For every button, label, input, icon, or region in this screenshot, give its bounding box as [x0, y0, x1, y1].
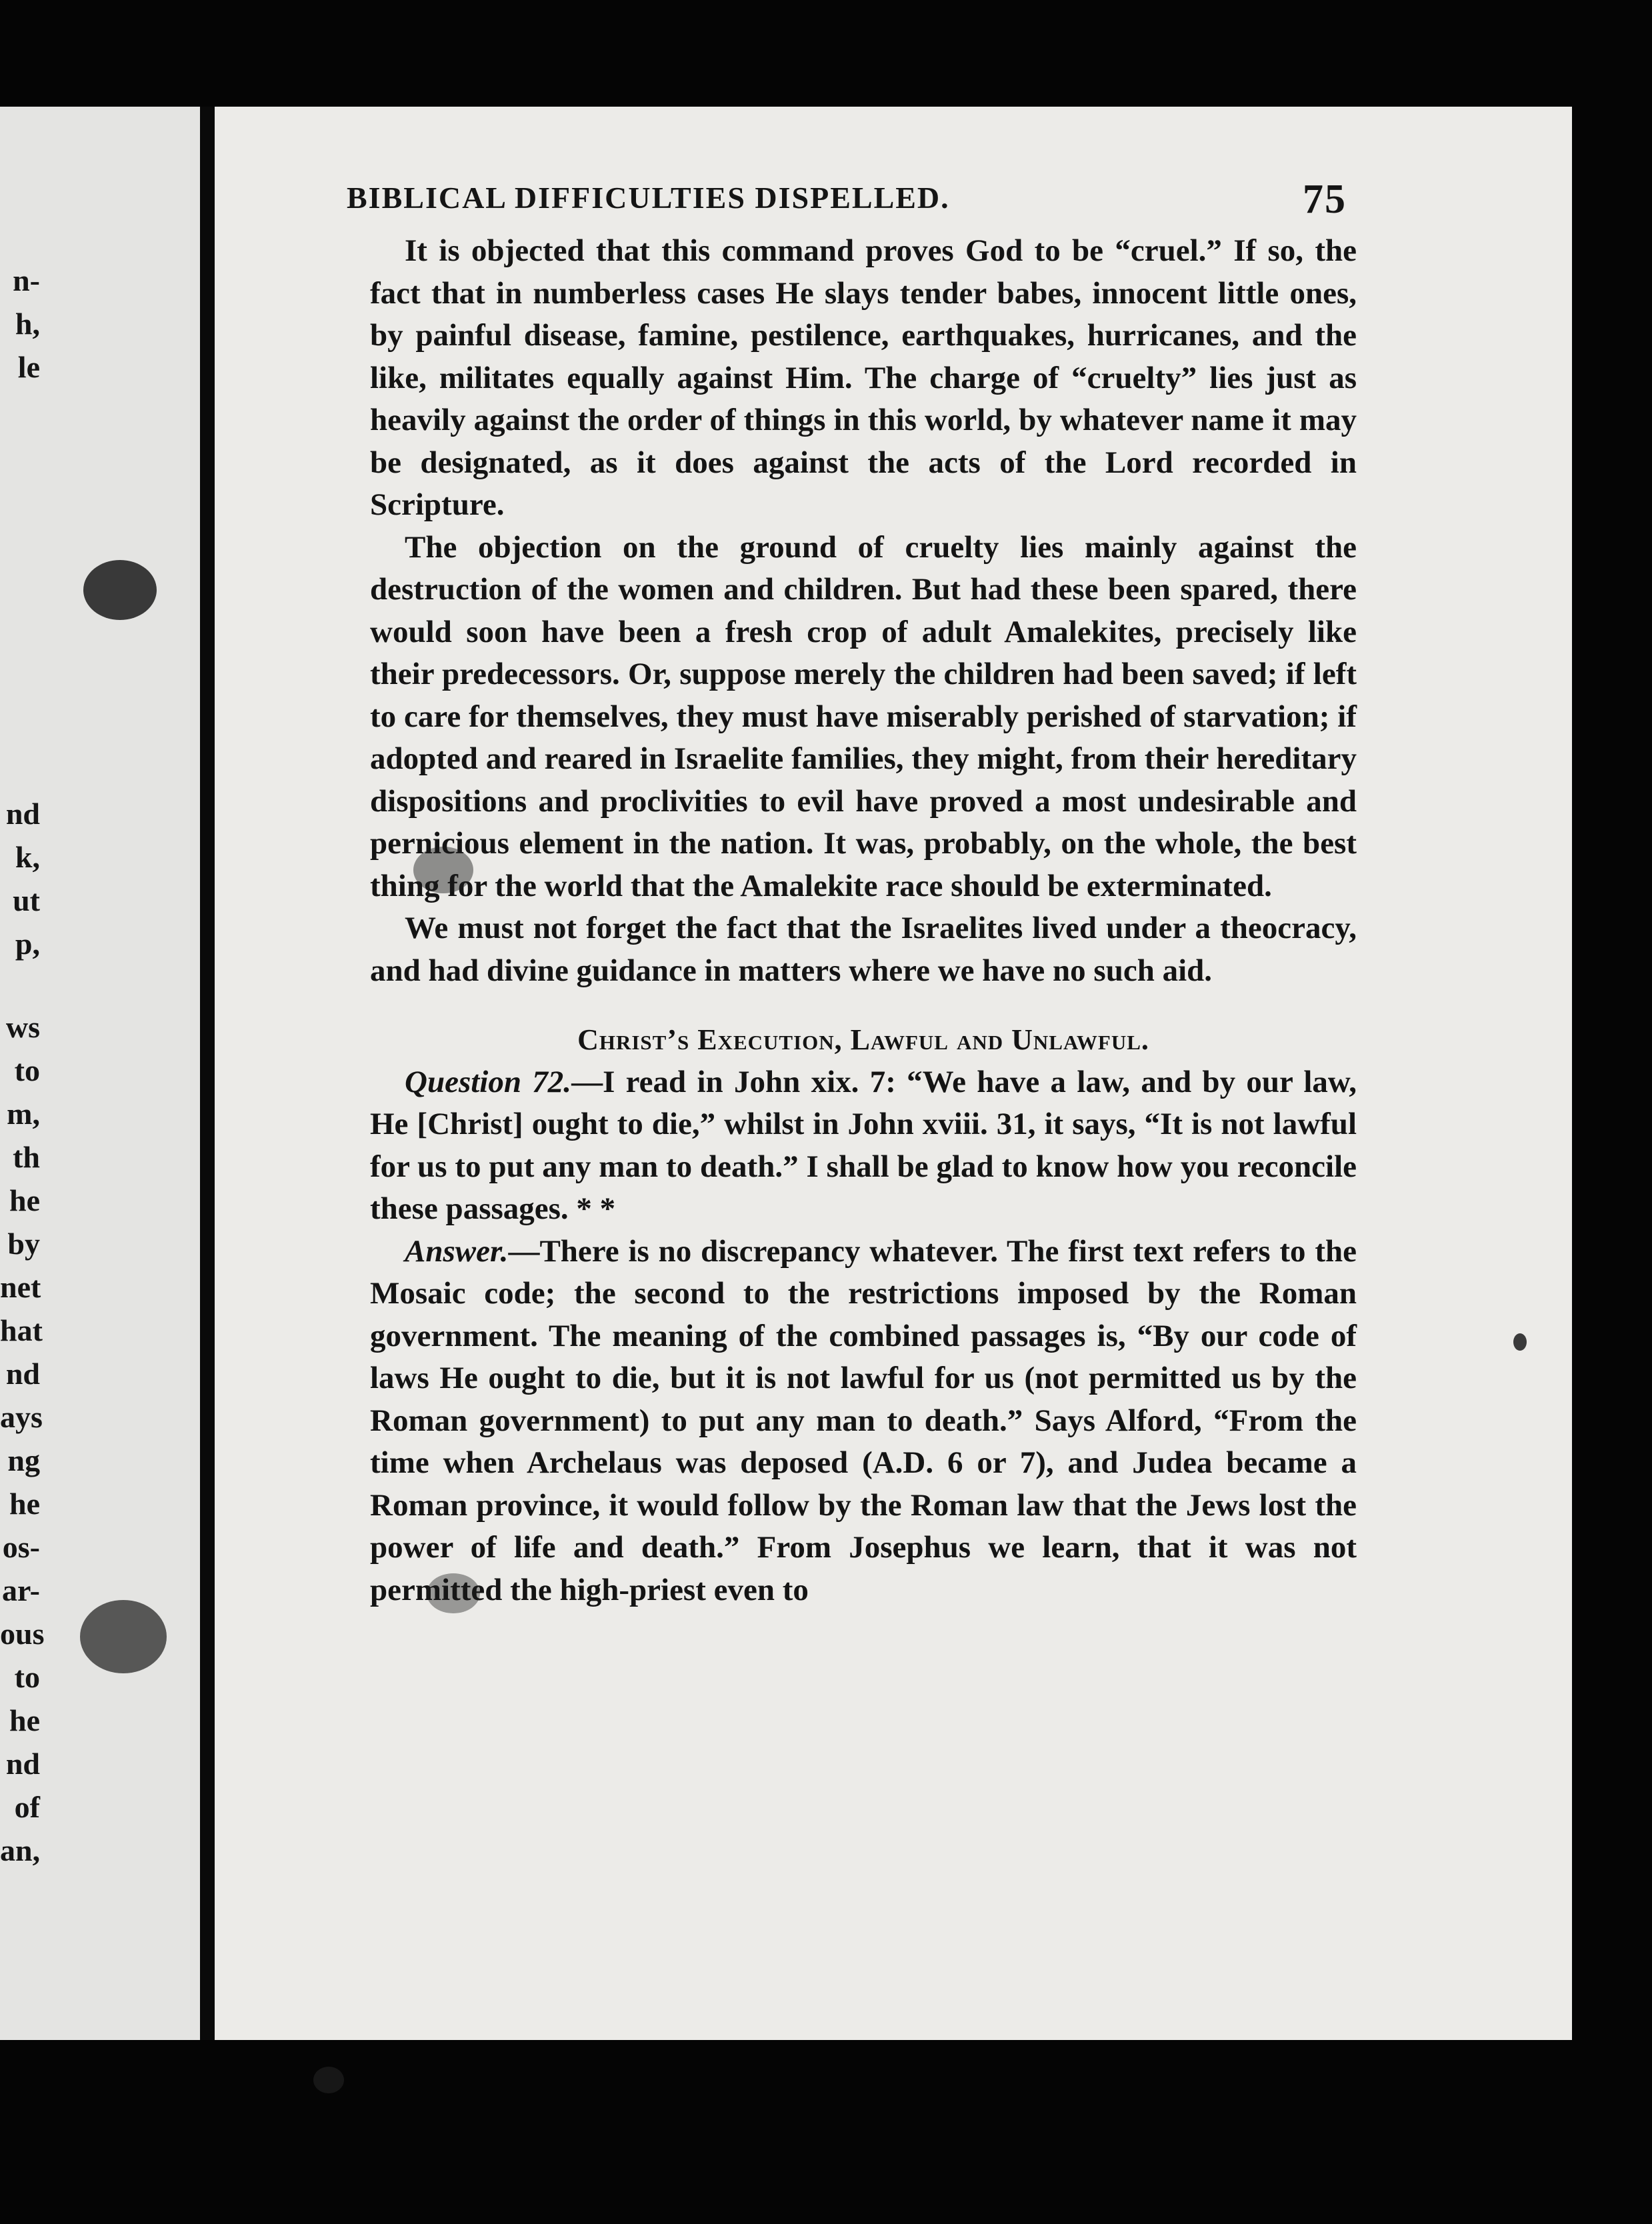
left-page-fragment: nd [5, 1357, 40, 1391]
left-page-fragment: he [9, 1487, 40, 1521]
ink-speck [1513, 1333, 1527, 1351]
ink-blot [83, 560, 157, 620]
left-page-fragment: nd [5, 1747, 40, 1781]
left-page-fragment: ous [0, 1617, 45, 1651]
ink-blot [313, 2067, 344, 2093]
left-page-fragment: ar- [1, 1573, 40, 1607]
left-page-fragment: k, [15, 840, 40, 874]
answer-paragraph [370, 1231, 1357, 1612]
section-heading: Christ’s Execution, Lawful and Unlawful. [577, 1023, 1149, 1056]
left-page-fragment: to [14, 1660, 40, 1694]
left-page-fragment: ays [0, 1400, 43, 1434]
ink-blot [80, 1600, 167, 1673]
answer-text: —There is no discrepancy whatever. The first text refers to the Mosaic code; the second to the restrictions imposed by the Roman government. The meaning of the combined passages is, “By our code of laws He ought to die, but it is not lawful for us (not permitted us by the Roman government) to put any man to death.” Says Alford, “From the time when Archelaus was deposed (A.D. 6 or 7), and Judea became a Roman province, it would follow by the Roman law that the Jews lost the power of life and death.” From Josephus we learn, that it was not permitted the high-priest even to [370, 1233, 1357, 1607]
scan-border-bottom [0, 2040, 1652, 2224]
left-page-fragment: p, [15, 927, 40, 961]
left-page-fragment: ws [5, 1010, 40, 1044]
left-page-fragment: m, [7, 1097, 40, 1131]
left-page-fragment: of [14, 1790, 40, 1824]
running-head [347, 177, 1347, 227]
ink-smudge [427, 1573, 480, 1613]
book-spine [200, 107, 215, 2147]
left-facing-page [0, 107, 212, 2147]
left-page-fragment: an, [0, 1833, 41, 1867]
paragraph-cruelty-objection: It is objected that this command proves God to be “cruel.” If so, the fact that in numberless cases He slays tender babes, innocent little ones, by painful disease, famine, pestilence, earthquakes, hurricanes, and the like, militates equally against Him. The charge of “cruelty” lies just as heavily against the order of things in this world, by whatever name it may be designated, as it does against the acts of the Lord recorded in Scripture. [370, 233, 1357, 522]
question-label: Question 72. [405, 1064, 572, 1099]
body-text [370, 230, 1357, 1611]
paragraph-theocracy: We must not forget the fact that the Israelites lived under a theocracy, and had divine guidance in matters where we have no such aid. [370, 911, 1357, 988]
left-page-fragment: nd [5, 797, 40, 831]
left-page-fragment: by [7, 1227, 40, 1261]
left-page-fragment: h, [15, 307, 40, 341]
page-number: 75 [1303, 177, 1347, 222]
question-paragraph [370, 1061, 1357, 1231]
question-text: —I read in John xix. 7: “We have a law, and by our law, He [Christ] ought to die,” whilst in John xviii. 31, it says, “It is not lawful for us to put any man to death.” I shall be glad to know how you reconcile these passages. * * [370, 1064, 1357, 1226]
left-page-fragment: th [13, 1140, 40, 1174]
paragraph-women-children: The objection on the ground of cruelty lies mainly against the destruction of the women and children. But had these been spared, there would soon have been a fresh crop of adult Amalekites, precisely like their predecessors. Or, suppose merely the children had been saved; if left to care for themselves, they must have miserably perished of starvation; if adopted and reared in Israelite families, they might, from their hereditary dispositions and proclivities to evil have proved a most undesirable and pernicious element in the nation. It was, probably, on the whole, the best thing for the world that the Amalekite race should be exterminated. [370, 529, 1357, 903]
left-page-fragment: to [14, 1053, 40, 1087]
left-page-fragment: le [17, 350, 40, 384]
left-page-fragment: ut [13, 883, 40, 917]
running-head-title: BIBLICAL DIFFICULTIES DISPELLED. [347, 181, 950, 215]
left-page-fragment: hat [0, 1313, 43, 1347]
left-page-fragment: he [9, 1183, 40, 1217]
ink-smudge [413, 847, 473, 893]
left-page-fragment: n- [13, 263, 40, 297]
left-page-fragment: net [0, 1270, 41, 1304]
answer-label: Answer. [405, 1233, 509, 1269]
left-page-fragment: os- [2, 1530, 40, 1564]
left-page-fragment: he [9, 1703, 40, 1737]
left-page-fragment: ng [7, 1443, 40, 1477]
